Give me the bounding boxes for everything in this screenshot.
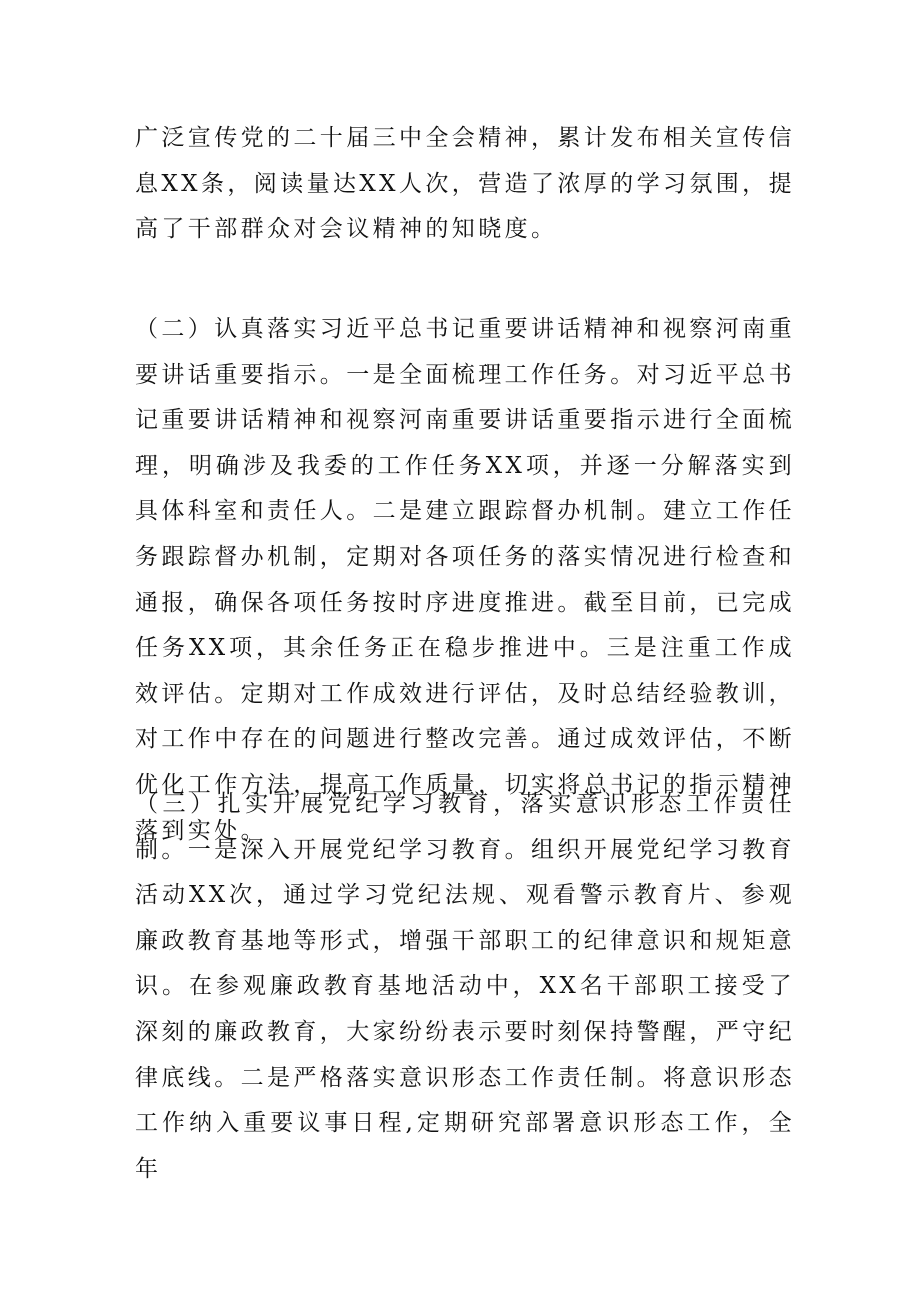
- paragraph-propaganda-summary: 广泛宣传党的二十届三中全会精神，累计发布相关宣传信息XX条，阅读量达XX人次，营造了浓厚的学习氛围，提高了干部群众对会议精神的知晓度。: [135, 125, 795, 243]
- paragraph-section-two: （二）认真落实习近平总书记重要讲话精神和视察河南重要讲话重要指示。一是全面梳理工作任务。对习近平总书记重要讲话精神和视察河南重要讲话重要指示进行全面梳理，明确涉及我委的工作任务XX项，并逐一分解落实到具体科室和责任人。二是建立跟踪督办机制。建立工作任务跟踪督办机制，定期对各项任务的落实情况进行检查和通报，确保各项任务按时序进度推进。截至目前，已完成任务XX项，其余任务正在稳步推进中。三是注重工作成效评估。定期对工作成效进行评估，及时总结经验教训，对工作中存在的问题进行整改完善。通过成效评估，不断优化工作方法，提高工作质量，切实将总书记的指示精神落到实处。: [135, 316, 795, 844]
- paragraph-section-three: （三）扎实开展党纪学习教育，落实意识形态工作责任制。一是深入开展党纪学习教育。组织开展党纪学习教育活动XX次，通过学习党纪法规、观看警示教育片、参观廉政教育基地等形式，增强干部职工的纪律意识和规矩意识。在参观廉政教育基地活动中，XX名干部职工接受了深刻的廉政教育，大家纷纷表示要时刻保持警醒，严守纪律底线。二是严格落实意识形态工作责任制。将意识形态工作纳入重要议事日程,定期研究部署意识形态工作，全年: [135, 791, 795, 1182]
